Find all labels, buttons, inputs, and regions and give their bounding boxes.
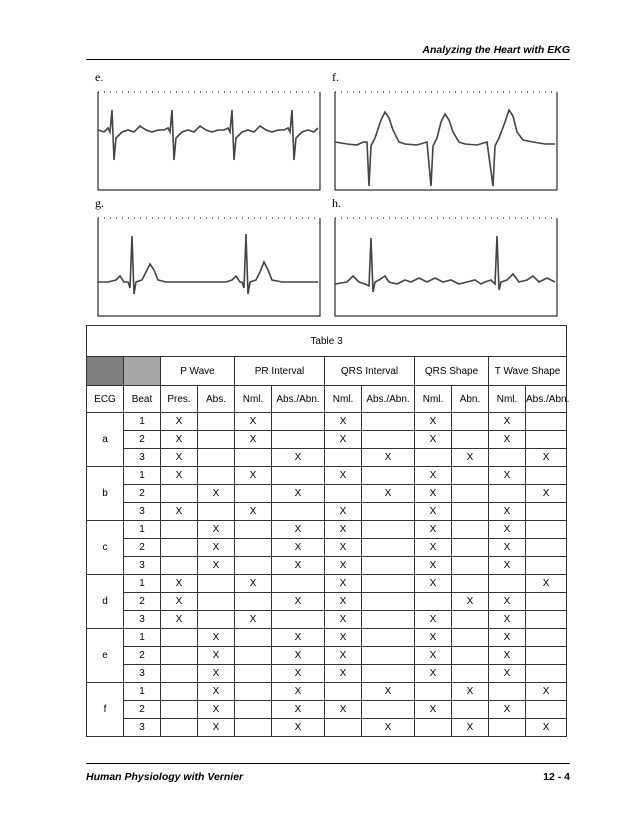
running-header: Analyzing the Heart with EKG: [422, 44, 570, 56]
mark-cell: X: [235, 413, 272, 431]
mark-cell: [272, 503, 325, 521]
mark-cell: X: [161, 575, 198, 593]
mark-cell: [362, 467, 415, 485]
mark-cell: X: [489, 701, 526, 719]
subheader-cell: Abs./Abn.: [526, 386, 567, 413]
table-subheader: [87, 386, 567, 413]
mark-cell: X: [272, 665, 325, 683]
subheader-cell: Abs./Abn.: [362, 386, 415, 413]
mark-cell: [161, 719, 198, 737]
table-row: [87, 449, 567, 467]
mark-cell: [198, 431, 235, 449]
mark-cell: X: [526, 719, 567, 737]
mark-cell: [362, 557, 415, 575]
mark-cell: X: [198, 629, 235, 647]
mark-cell: X: [489, 521, 526, 539]
beat-cell: 1: [124, 629, 161, 647]
mark-cell: [526, 557, 567, 575]
mark-cell: [362, 575, 415, 593]
subheader-cell: Pres.: [161, 386, 198, 413]
beat-cell: 3: [124, 665, 161, 683]
mark-cell: X: [161, 431, 198, 449]
mark-cell: X: [325, 665, 362, 683]
table-row: [87, 647, 567, 665]
mark-cell: [452, 431, 489, 449]
mark-cell: X: [325, 521, 362, 539]
subheader-cell: Nml.: [415, 386, 452, 413]
mark-cell: X: [325, 629, 362, 647]
beat-cell: 2: [124, 485, 161, 503]
mark-cell: X: [415, 413, 452, 431]
mark-cell: [489, 485, 526, 503]
mark-cell: X: [526, 683, 567, 701]
page-footer: [86, 771, 570, 783]
mark-cell: X: [235, 575, 272, 593]
ekg-strip-h: [333, 216, 559, 318]
mark-cell: [161, 629, 198, 647]
mark-cell: [362, 503, 415, 521]
mark-cell: [362, 521, 415, 539]
mark-cell: X: [489, 431, 526, 449]
header-blank-cell: [124, 357, 161, 386]
beat-cell: 1: [124, 575, 161, 593]
beat-cell: 2: [124, 593, 161, 611]
mark-cell: [235, 557, 272, 575]
mark-cell: [235, 629, 272, 647]
panel-label-e: e.: [95, 70, 104, 84]
mark-cell: [198, 503, 235, 521]
beat-cell: 2: [124, 701, 161, 719]
mark-cell: X: [362, 719, 415, 737]
mark-cell: X: [198, 485, 235, 503]
mark-cell: [362, 647, 415, 665]
mark-cell: [362, 593, 415, 611]
mark-cell: X: [198, 701, 235, 719]
mark-cell: [415, 683, 452, 701]
mark-cell: [526, 629, 567, 647]
mark-cell: [161, 557, 198, 575]
ekg-strip-g: [96, 216, 322, 318]
mark-cell: X: [198, 521, 235, 539]
mark-cell: X: [415, 431, 452, 449]
mark-cell: X: [415, 665, 452, 683]
mark-cell: X: [362, 485, 415, 503]
mark-cell: X: [452, 683, 489, 701]
mark-cell: [161, 665, 198, 683]
header-rule: [86, 59, 570, 60]
mark-cell: [415, 449, 452, 467]
mark-cell: X: [415, 467, 452, 485]
ecg-label-cell: e: [87, 629, 124, 683]
mark-cell: X: [272, 701, 325, 719]
beat-cell: 1: [124, 521, 161, 539]
mark-cell: X: [198, 665, 235, 683]
mark-cell: [235, 593, 272, 611]
beat-cell: 2: [124, 431, 161, 449]
mark-cell: X: [272, 683, 325, 701]
mark-cell: [452, 503, 489, 521]
table-row: [87, 701, 567, 719]
mark-cell: [489, 449, 526, 467]
panel-label-f: f.: [332, 70, 339, 84]
ekg-strip-f: [333, 90, 559, 192]
mark-cell: [526, 593, 567, 611]
mark-cell: [452, 665, 489, 683]
mark-cell: [362, 431, 415, 449]
mark-cell: [235, 485, 272, 503]
mark-cell: X: [325, 575, 362, 593]
mark-cell: X: [272, 449, 325, 467]
mark-cell: X: [325, 467, 362, 485]
mark-cell: [272, 611, 325, 629]
mark-cell: [272, 467, 325, 485]
mark-cell: [161, 647, 198, 665]
mark-cell: [452, 575, 489, 593]
mark-cell: X: [489, 467, 526, 485]
subheader-cell: Nml.: [325, 386, 362, 413]
mark-cell: X: [161, 611, 198, 629]
mark-cell: X: [489, 503, 526, 521]
subheader-cell: Beat: [124, 386, 161, 413]
mark-cell: X: [415, 485, 452, 503]
mark-cell: [325, 683, 362, 701]
mark-cell: [526, 467, 567, 485]
mark-cell: [161, 485, 198, 503]
mark-cell: [526, 539, 567, 557]
mark-cell: X: [325, 413, 362, 431]
mark-cell: X: [325, 611, 362, 629]
subheader-cell: Nml.: [489, 386, 526, 413]
group-t-wave-shape: T Wave Shape: [489, 357, 567, 386]
mark-cell: X: [325, 593, 362, 611]
mark-cell: [362, 539, 415, 557]
table-row: [87, 611, 567, 629]
mark-cell: [198, 413, 235, 431]
mark-cell: [198, 611, 235, 629]
mark-cell: X: [272, 557, 325, 575]
mark-cell: [526, 431, 567, 449]
mark-cell: [161, 539, 198, 557]
mark-cell: [526, 413, 567, 431]
mark-cell: X: [272, 629, 325, 647]
mark-cell: [489, 575, 526, 593]
mark-cell: X: [415, 701, 452, 719]
table-row: [87, 593, 567, 611]
mark-cell: [452, 485, 489, 503]
mark-cell: X: [235, 503, 272, 521]
mark-cell: X: [235, 467, 272, 485]
mark-cell: X: [161, 467, 198, 485]
mark-cell: [161, 701, 198, 719]
mark-cell: X: [526, 575, 567, 593]
mark-cell: [362, 611, 415, 629]
mark-cell: X: [325, 557, 362, 575]
mark-cell: [362, 701, 415, 719]
mark-cell: X: [489, 539, 526, 557]
ecg-label-cell: f: [87, 683, 124, 737]
mark-cell: X: [235, 431, 272, 449]
ecg-label-cell: a: [87, 413, 124, 467]
mark-cell: X: [526, 449, 567, 467]
subheader-cell: ECG: [87, 386, 124, 413]
mark-cell: X: [362, 683, 415, 701]
ecg-label-cell: c: [87, 521, 124, 575]
mark-cell: X: [415, 629, 452, 647]
mark-cell: [526, 647, 567, 665]
beat-cell: 3: [124, 611, 161, 629]
beat-cell: 2: [124, 647, 161, 665]
table-title: Table 3: [87, 326, 567, 357]
mark-cell: X: [161, 413, 198, 431]
mark-cell: [198, 575, 235, 593]
mark-cell: X: [452, 719, 489, 737]
mark-cell: [272, 413, 325, 431]
mark-cell: X: [489, 593, 526, 611]
ecg-label-cell: b: [87, 467, 124, 521]
mark-cell: X: [415, 521, 452, 539]
mark-cell: [272, 575, 325, 593]
mark-cell: X: [235, 611, 272, 629]
subheader-cell: Abs./Abn.: [272, 386, 325, 413]
beat-cell: 1: [124, 467, 161, 485]
mark-cell: [198, 467, 235, 485]
mark-cell: [235, 701, 272, 719]
mark-cell: X: [272, 593, 325, 611]
header-blank-cell: [87, 357, 124, 386]
mark-cell: X: [452, 593, 489, 611]
mark-cell: X: [161, 593, 198, 611]
mark-cell: X: [415, 611, 452, 629]
table-row: [87, 431, 567, 449]
mark-cell: [325, 485, 362, 503]
page-number: 12 - 4: [543, 771, 570, 783]
table-row: [87, 629, 567, 647]
beat-cell: 3: [124, 719, 161, 737]
table-row: [87, 665, 567, 683]
mark-cell: [452, 611, 489, 629]
table-row: [87, 719, 567, 737]
mark-cell: [452, 467, 489, 485]
mark-cell: [489, 683, 526, 701]
mark-cell: X: [272, 647, 325, 665]
mark-cell: [452, 413, 489, 431]
mark-cell: [198, 449, 235, 467]
mark-cell: X: [415, 539, 452, 557]
mark-cell: [362, 413, 415, 431]
table-body: [87, 413, 567, 737]
mark-cell: [235, 683, 272, 701]
mark-cell: X: [325, 647, 362, 665]
mark-cell: X: [489, 629, 526, 647]
subheader-cell: Abn.: [452, 386, 489, 413]
mark-cell: X: [325, 701, 362, 719]
mark-cell: X: [272, 485, 325, 503]
mark-cell: X: [489, 647, 526, 665]
mark-cell: X: [198, 557, 235, 575]
mark-cell: [452, 701, 489, 719]
subheader-cell: Nml.: [235, 386, 272, 413]
beat-cell: 3: [124, 503, 161, 521]
mark-cell: [198, 593, 235, 611]
mark-cell: X: [198, 539, 235, 557]
panel-label-h: h.: [332, 196, 341, 210]
footer-book-title: Human Physiology with Vernier: [86, 771, 244, 783]
table-3: [86, 325, 570, 737]
mark-cell: X: [415, 647, 452, 665]
beat-cell: 2: [124, 539, 161, 557]
table-row: [87, 539, 567, 557]
beat-cell: 1: [124, 683, 161, 701]
mark-cell: [415, 593, 452, 611]
table-row: [87, 575, 567, 593]
mark-cell: [235, 449, 272, 467]
table-group-header: [87, 357, 567, 386]
mark-cell: X: [325, 503, 362, 521]
beat-cell: 3: [124, 557, 161, 575]
mark-cell: [452, 557, 489, 575]
mark-cell: [161, 683, 198, 701]
mark-cell: X: [198, 647, 235, 665]
table-row: [87, 521, 567, 539]
mark-cell: [452, 521, 489, 539]
table-row: [87, 683, 567, 701]
table-row: [87, 503, 567, 521]
mark-cell: [235, 539, 272, 557]
mark-cell: X: [489, 557, 526, 575]
table-row: [87, 413, 567, 431]
mark-cell: X: [489, 665, 526, 683]
mark-cell: X: [489, 611, 526, 629]
mark-cell: [362, 665, 415, 683]
mark-cell: [526, 701, 567, 719]
mark-cell: X: [198, 683, 235, 701]
mark-cell: X: [161, 449, 198, 467]
mark-cell: X: [526, 485, 567, 503]
group-p-wave: P Wave: [161, 357, 235, 386]
mark-cell: X: [325, 431, 362, 449]
mark-cell: [235, 521, 272, 539]
mark-cell: X: [415, 557, 452, 575]
table-row: [87, 557, 567, 575]
mark-cell: [235, 665, 272, 683]
panel-label-g: g.: [95, 196, 104, 210]
ecg-label-cell: d: [87, 575, 124, 629]
mark-cell: [325, 449, 362, 467]
mark-cell: [325, 719, 362, 737]
mark-cell: X: [489, 413, 526, 431]
mark-cell: [452, 539, 489, 557]
mark-cell: [526, 503, 567, 521]
subheader-cell: Abs.: [198, 386, 235, 413]
mark-cell: X: [415, 575, 452, 593]
ekg-strip-e: [96, 90, 322, 192]
mark-cell: X: [452, 449, 489, 467]
mark-cell: [235, 647, 272, 665]
mark-cell: [526, 665, 567, 683]
mark-cell: X: [415, 503, 452, 521]
mark-cell: [362, 629, 415, 647]
mark-cell: X: [272, 521, 325, 539]
mark-cell: X: [272, 719, 325, 737]
mark-cell: X: [362, 449, 415, 467]
beat-cell: 3: [124, 449, 161, 467]
group-pr-interval: PR Interval: [235, 357, 325, 386]
mark-cell: [489, 719, 526, 737]
mark-cell: [452, 629, 489, 647]
mark-cell: X: [325, 539, 362, 557]
mark-cell: [452, 647, 489, 665]
table-row: [87, 485, 567, 503]
mark-cell: [526, 521, 567, 539]
group-qrs-shape: QRS Shape: [415, 357, 489, 386]
mark-cell: [161, 521, 198, 539]
mark-cell: X: [272, 539, 325, 557]
mark-cell: [235, 719, 272, 737]
table-row: [87, 467, 567, 485]
mark-cell: [272, 431, 325, 449]
group-qrs-interval: QRS Interval: [325, 357, 415, 386]
mark-cell: X: [161, 503, 198, 521]
beat-cell: 1: [124, 413, 161, 431]
mark-cell: X: [198, 719, 235, 737]
footer-rule: [86, 763, 570, 764]
mark-cell: [415, 719, 452, 737]
mark-cell: [526, 611, 567, 629]
